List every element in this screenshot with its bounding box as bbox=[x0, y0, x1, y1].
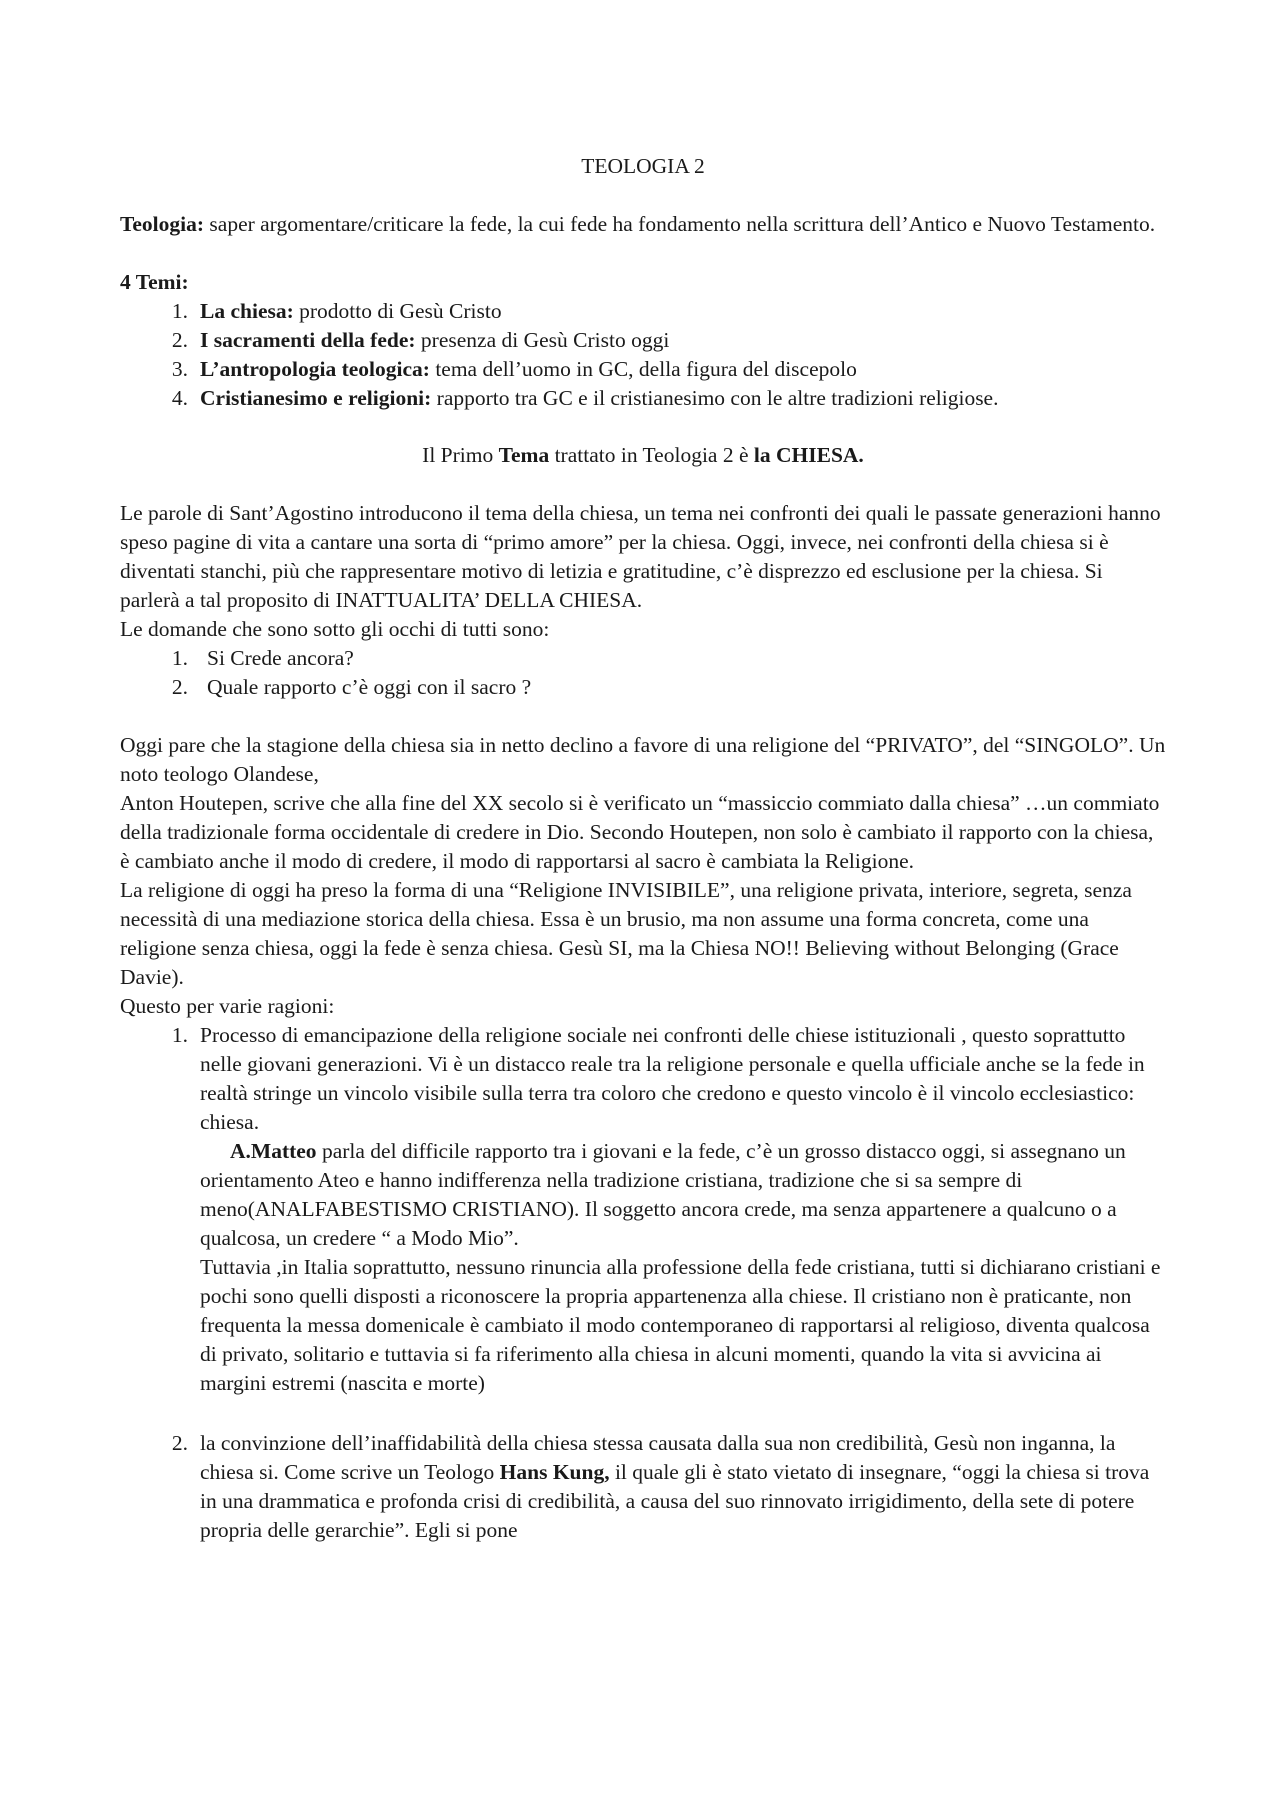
list-item bbox=[120, 1021, 1166, 1398]
paragraph-agostino: Le parole di Sant’Agostino introducono il tema della chiesa, un tema nei confronti dei quali le passate generazioni hanno speso pagine di vita a cantare una sorta di “primo amore” per la chiesa. Oggi, invece, nei confronti della chiesa si è diventati stanchi, più che rappresentare motivo di letizia e gratitudine, c’è disprezzo ed esclusione per la chiesa. Si parlerà a tal proposito di INATTUALITA’ DELLA CHIESA. bbox=[120, 501, 1161, 612]
list-item: 2. I sacramenti della fede: presenza di Gesù Cristo oggi bbox=[120, 326, 1166, 355]
list-number: 1. bbox=[171, 299, 188, 323]
questions-intro: Le domande che sono sotto gli occhi di tutti sono: bbox=[120, 617, 550, 641]
list-number: 1. bbox=[171, 646, 188, 670]
list-number: 2. bbox=[171, 328, 188, 352]
intro-text: saper argomentare/criticare la fede, la cui fede ha fondamento nella scrittura dell’Antico e Nuovo Testamento. bbox=[204, 212, 1156, 236]
paragraph-tuttavia: Tuttavia ,in Italia soprattutto, nessuno rinuncia alla professione della fede cristiana, tutti si dichiarano cristiani e pochi sono quelli disposti a riconoscere la propria appartenenza alla chiese. Il cristiano non è praticante, non frequenta la messa domenicale è cambiato il modo contemporaneo di rapportarsi al religioso, diventa qualcosa di privato, solitario e tuttavia si fa riferimento alla chiesa in alcuni momenti, quando la vita si avvicina ai margini estremi (nascita e morte) bbox=[200, 1255, 1161, 1395]
paragraph-matteo: A.Matteo parla del difficile rapporto tra i giovani e la fede, c’è un grosso distacco oggi, si assegnano un orientamento Ateo e hanno indifferenza nella tradizione cristiana, tradizione che si sa sempre di meno(ANALFABESTISMO CRISTIANO). Il soggetto ancora crede, ma senza appartenere a qualcuno o a qualcosa, un credere “ a Modo Mio”. bbox=[200, 1139, 1126, 1250]
list-item: 1. La chiesa: prodotto di Gesù Cristo bbox=[120, 297, 1166, 326]
intro-paragraph bbox=[120, 210, 1166, 239]
themes-list bbox=[120, 297, 1166, 413]
list-number: 3. bbox=[171, 357, 188, 381]
list-item: 2. Quale rapporto c’è oggi con il sacro ? bbox=[120, 673, 1166, 702]
paragraph-houtepen: Anton Houtepen, scrive che alla fine del XX secolo si è verificato un “massiccio commiato dalla chiesa” …un commiato della tradizionale forma occidentale di credere in Dio. Secondo Houtepen, non solo è cambiato il rapporto con la chiesa, è cambiato anche il modo di credere, il modo di rapportarsi al sacro è cambiata la Religione. bbox=[120, 791, 1160, 873]
questions-list bbox=[120, 644, 1166, 702]
reasons-intro: Questo per varie ragioni: bbox=[120, 994, 335, 1018]
intro-term: Teologia: bbox=[120, 212, 205, 236]
list-item: 3. L’antropologia teologica: tema dell’uomo in GC, della figura del discepolo bbox=[120, 355, 1166, 384]
paragraph-religione-invisibile: La religione di oggi ha preso la forma di una “Religione INVISIBILE”, una religione privata, interiore, segreta, senza necessità di una mediazione storica della chiesa. Essa è un brusio, ma non assume una forma concreta, come una religione senza chiesa, oggi la fede è senza chiesa. Gesù SI, ma la Chiesa NO!! Believing without Belonging (Grace Davie). bbox=[120, 878, 1132, 989]
themes-heading: 4 Temi: bbox=[120, 270, 189, 294]
paragraph-declino: Oggi pare che la stagione della chiesa sia in netto declino a favore di una religione del “PRIVATO”, del “SINGOLO”. Un noto teologo Olandese, bbox=[120, 733, 1166, 786]
list-item: 4. Cristianesimo e religioni: rapporto tra GC e il cristianesimo con le altre tradizioni religiose. bbox=[120, 384, 1166, 413]
section-subtitle: Il Primo Tema trattato in Teologia 2 è la CHIESA. bbox=[422, 443, 864, 467]
list-number: 4. bbox=[171, 386, 188, 410]
reason1-text: Processo di emancipazione della religione sociale nei confronti delle chiese istituzionali , questo soprattutto nelle giovani generazioni. Vi è un distacco reale tra la religione personale e quella ufficiale anche se la fede in realtà stringe un vincolo visibile sulla terra tra coloro che credono e questo vincolo è il vincolo ecclesiastico: chiesa. bbox=[200, 1023, 1145, 1134]
hans-kung: Hans Kung, bbox=[499, 1460, 610, 1484]
list-number: 2. bbox=[171, 1431, 188, 1455]
reasons-list bbox=[120, 1021, 1166, 1398]
list-number: 2. bbox=[171, 675, 188, 699]
page-title: TEOLOGIA 2 bbox=[581, 154, 705, 178]
list-item: 1. Si Crede ancora? bbox=[120, 644, 1166, 673]
list-number: 1. bbox=[171, 1023, 188, 1047]
list-item: 2. la convinzione dell’inaffidabilità della chiesa stessa causata dalla sua non credibilità, Gesù non inganna, la chiesa si. Come scrive un Teologo Hans Kung, il quale gli è stato vietato di insegnare, “oggi la chiesa si trova in una drammatica e profonda crisi di credibilità, a causa del suo rinnovato irrigidimento, della sete di potere propria delle gerarchie”. Egli si pone bbox=[120, 1429, 1166, 1545]
document-page bbox=[120, 152, 1166, 1545]
reasons-list-2 bbox=[120, 1429, 1166, 1545]
